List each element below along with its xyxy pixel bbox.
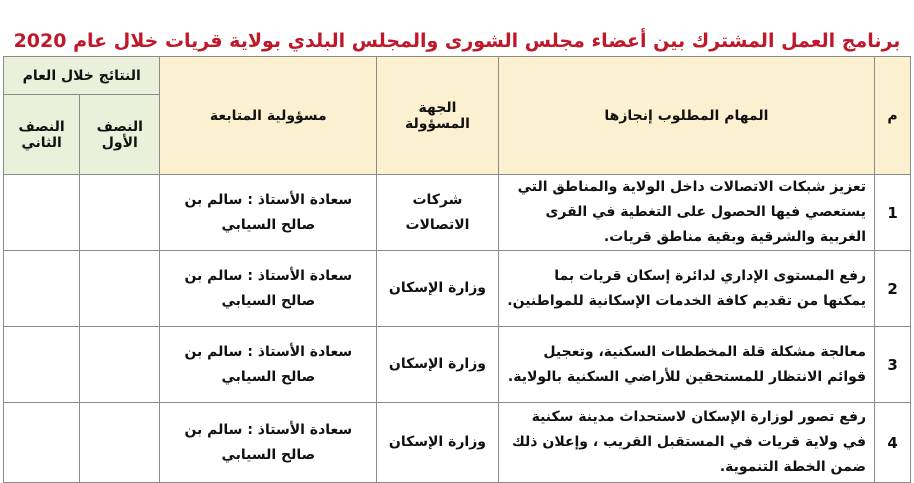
row-party: شركات الاتصالات [377, 175, 499, 251]
header-second-half: النصف الثاني [4, 95, 80, 175]
table-row [4, 403, 911, 483]
document-title: برنامج العمل المشترك بين أعضاء مجلس الشورى والمجلس البلدي بولاية قريات خلال عام 2020 [13, 30, 901, 52]
header-responsible-party: الجهة المسؤولة [377, 57, 499, 175]
row-task: رفع تصور لوزارة الإسكان لاستحداث مدينة سكنية في ولاية قريات في المستقبل القريب ، وإعلان ذلك ضمن الخطة التنموية. [498, 403, 874, 483]
row-first-half [80, 327, 160, 403]
row-second-half [4, 327, 80, 403]
row-task: معالجة مشكلة قلة المخططات السكنية، وتعجيل قوائم الانتظار للمستحقين للأراضي السكنية بالولاية. [498, 327, 874, 403]
row-followup: سعادة الأستاذ : سالم بن صالح السيابي [160, 175, 377, 251]
table-row [4, 251, 911, 327]
work-program-table [3, 56, 911, 483]
header-number: م [875, 57, 911, 175]
row-first-half [80, 403, 160, 483]
row-number: 2 [875, 251, 911, 327]
header-tasks: المهام المطلوب إنجازها [498, 57, 874, 175]
row-second-half [4, 403, 80, 483]
row-second-half [4, 175, 80, 251]
row-number: 4 [875, 403, 911, 483]
row-party: وزارة الإسكان [377, 403, 499, 483]
row-task: رفع المستوى الإداري لدائرة إسكان قريات بما يمكنها من تقديم كافة الخدمات الإسكانية للمواطنين. [498, 251, 874, 327]
header-first-half: النصف الأول [80, 95, 160, 175]
row-first-half [80, 251, 160, 327]
row-number: 3 [875, 327, 911, 403]
row-party: وزارة الإسكان [377, 327, 499, 403]
row-followup: سعادة الأستاذ : سالم بن صالح السيابي [160, 403, 377, 483]
table-row [4, 327, 911, 403]
row-number: 1 [875, 175, 911, 251]
row-party: وزارة الإسكان [377, 251, 499, 327]
header-followup: مسؤولية المتابعة [160, 57, 377, 175]
header-results: النتائج خلال العام [4, 57, 160, 95]
row-first-half [80, 175, 160, 251]
table-row [4, 175, 911, 251]
row-task: تعزيز شبكات الاتصالات داخل الولاية والمناطق التي يستعصي فيها الحصول على التغطية في القرى الغربية والشرقية وبقية مناطق قريات. [498, 175, 874, 251]
row-followup: سعادة الأستاذ : سالم بن صالح السيابي [160, 327, 377, 403]
row-followup: سعادة الأستاذ : سالم بن صالح السيابي [160, 251, 377, 327]
row-second-half [4, 251, 80, 327]
